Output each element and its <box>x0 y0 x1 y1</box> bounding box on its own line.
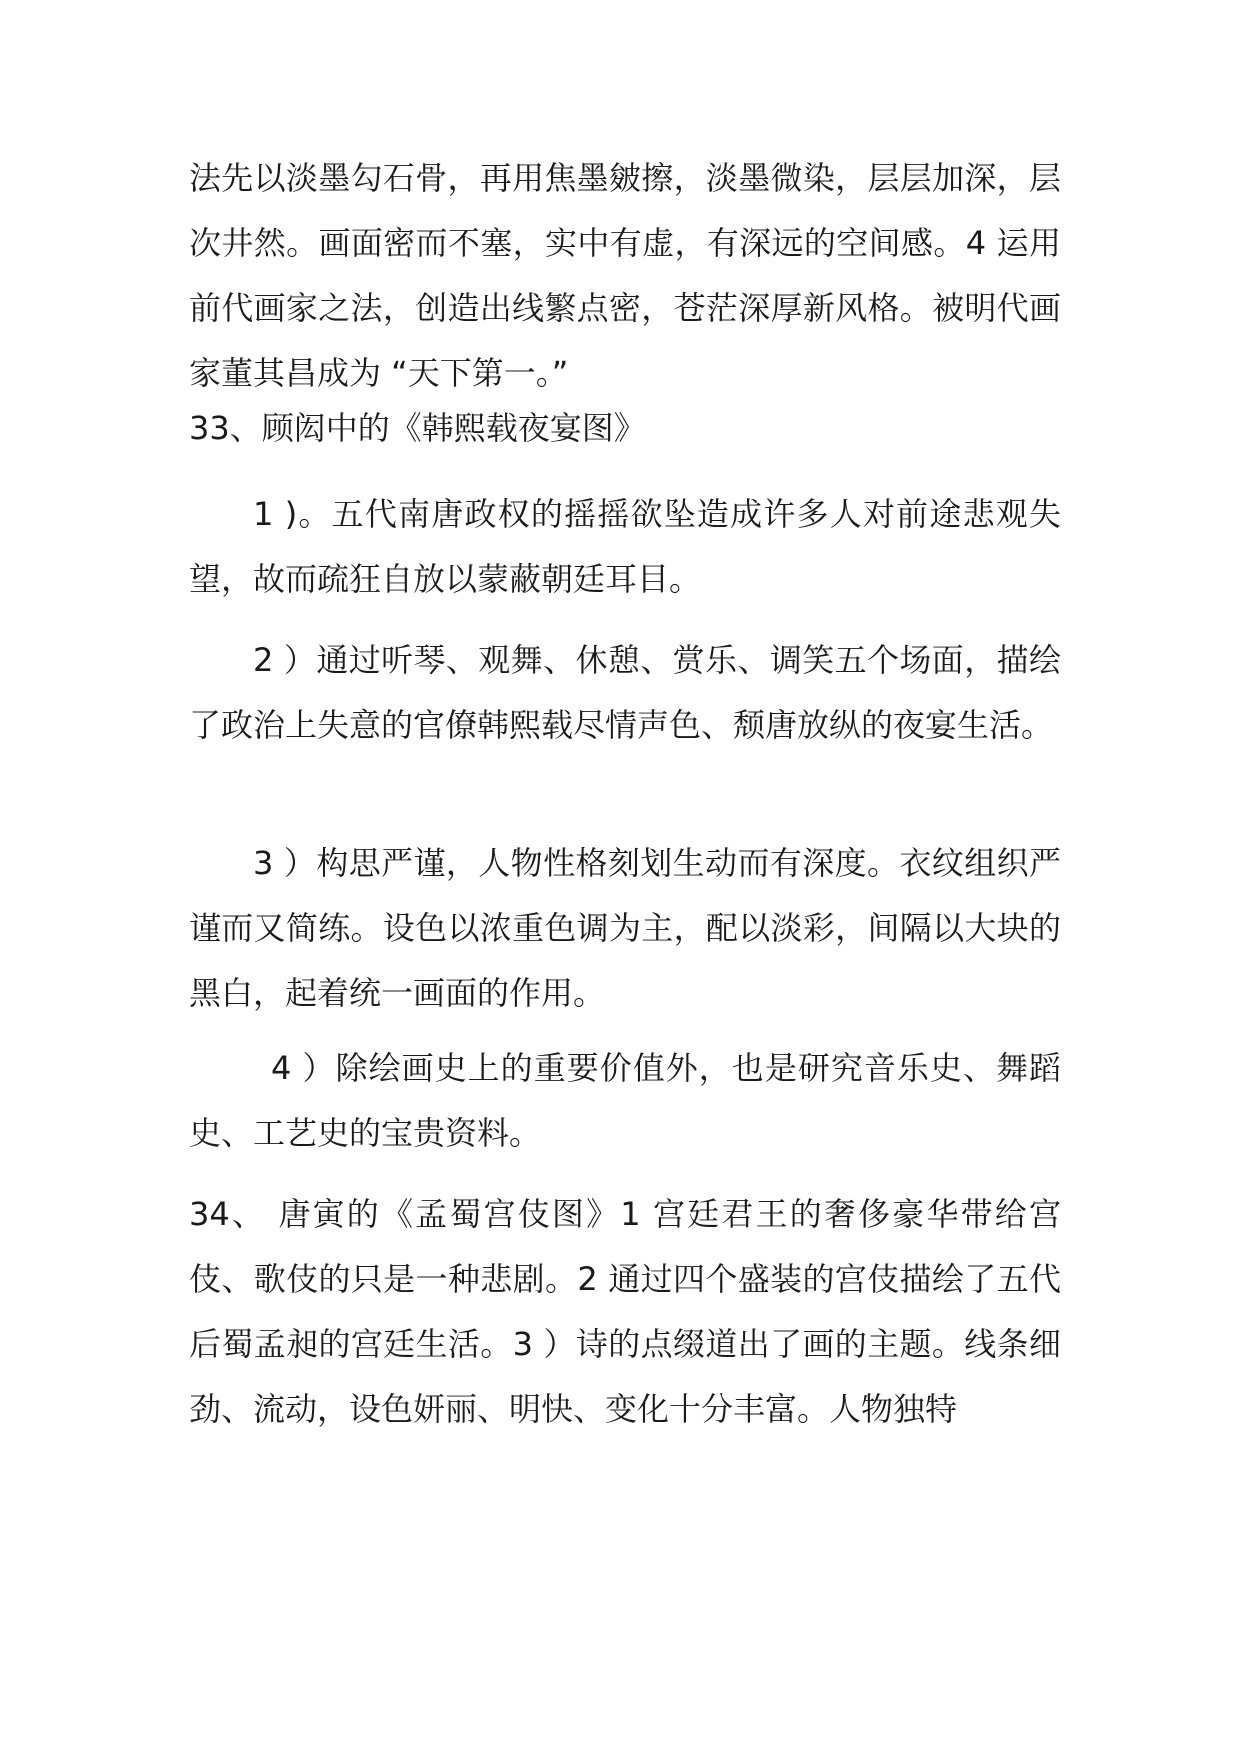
paragraph-33-point-1: 1 )。五代南唐政权的摇摇欲坠造成许多人对前途悲观失望，故而疏狂自放以蒙蔽朝廷耳目。 <box>189 495 1061 598</box>
paragraph-33-point-4: 4 ）除绘画史上的重要价值外，也是研究音乐史、舞蹈史、工艺史的宝贵资料。 <box>189 1049 1061 1152</box>
paragraph-33-point-3: 3 ）构思严谨，人物性格刻划生动而有深度。衣纹组织严谨而又简练。设色以浓重色调为主，配以淡彩，间隔以大块的黑白，起着统一画面的作用。 <box>189 844 1061 1012</box>
paragraph-continued-text: 法先以淡墨勾石骨，再用焦墨皴擦，淡墨微染，层层加深，层次井然。画面密而不塞，实中有虚，有深远的空间感。4 运用前代画家之法，创造出线繁点密，苍茫深厚新风格。被明代画家董其昌成为 “天下第一。” <box>189 159 1061 392</box>
paragraph-33-point-2: 2 ）通过听琴、观舞、休憩、赏乐、调笑五个场面，描绘了政治上失意的官僚韩熙载尽情声色、颓唐放纵的夜宴生活。 <box>189 641 1061 744</box>
section-heading-33: 33、顾闳中的《韩熙载夜宴图》 <box>189 409 646 447</box>
section-heading-34: 34、 唐寅的《孟蜀宫伎图》1 宫廷君王的奢侈豪华带给宫伎、歌伎的只是一种悲剧。2 通过四个盛装的宫伎描绘了五代后蜀孟昶的宫廷生活。3 ）诗的点缀道出了画的主题。线条细劲、流动，设色妍丽、明快、变化十分丰富。人物独特 <box>189 1195 1061 1428</box>
